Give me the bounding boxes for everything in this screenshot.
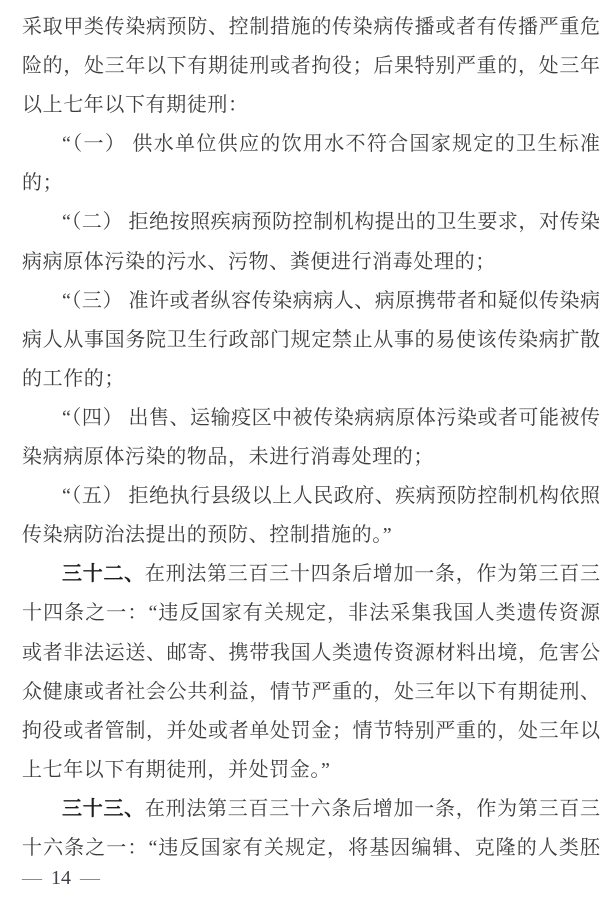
footer-left-dash: —	[22, 866, 42, 889]
document-text	[22, 8, 600, 868]
text-line: “（三） 准许或者纵容传染病病人、病原携带者和疑似传染病	[62, 289, 600, 312]
text-line: 十六条之一：“违反国家有关规定，将基因编辑、克隆的人类胚	[22, 836, 600, 859]
text-line: 十四条之一：“违反国家有关规定，非法采集我国人类遗传资源	[22, 602, 600, 625]
text-line: “（二） 拒绝按照疾病预防控制机构提出的卫生要求，对传染	[62, 211, 600, 234]
text-line: 或者非法运送、邮寄、携带我国人类遗传资源材料出境，危害公	[22, 641, 600, 664]
text-line: 众健康或者社会公共利益，情节严重的，处三年以下有期徒刑、	[22, 680, 600, 703]
section-number-bold: 三十三、	[62, 797, 145, 820]
text-line: “（一） 供水单位供应的饮用水不符合国家规定的卫生标准	[62, 133, 600, 156]
text-line: 病病原体污染的污水、污物、粪便进行消毒处理的；	[22, 250, 496, 273]
text-line: 三十三、在刑法第三百三十六条后增加一条，作为第三百三	[62, 797, 601, 820]
text-line: 上七年以下有期徒刑，并处罚金。”	[22, 758, 331, 781]
text-line: 以上七年以下有期徒刑：	[22, 94, 249, 117]
text-line: 的工作的；	[22, 367, 125, 390]
text-line: “（四） 出售、运输疫区中被传染病病原体污染或者可能被传	[62, 406, 600, 429]
text-line: 采取甲类传染病预防、控制措施的传染病传播或者有传播严重危	[22, 16, 600, 38]
text-line: “（五） 拒绝执行县级以上人民政府、疾病预防控制机构依照	[62, 485, 600, 508]
page-footer	[22, 866, 100, 890]
footer-right-dash: —	[80, 866, 100, 889]
text-line: 险的，处三年以下有期徒刑或者拘役；后果特别严重的，处三年	[22, 55, 600, 78]
text-line: 的；	[22, 172, 64, 195]
text-line: 三十二、在刑法第三百三十四条后增加一条，作为第三百三	[62, 563, 601, 586]
text-line: 染病病原体污染的物品，未进行消毒处理的；	[22, 446, 434, 469]
section-number-bold: 三十二、	[62, 563, 145, 586]
text-line: 病人从事国务院卫生行政部门规定禁止从事的易使该传染病扩散	[22, 328, 600, 351]
text-line: 传染病防治法提出的预防、控制措施的。”	[22, 524, 393, 547]
page-number: 14	[51, 866, 71, 889]
text-line: 拘役或者管制，并处或者单处罚金；情节特别严重的，处三年以	[22, 719, 600, 742]
